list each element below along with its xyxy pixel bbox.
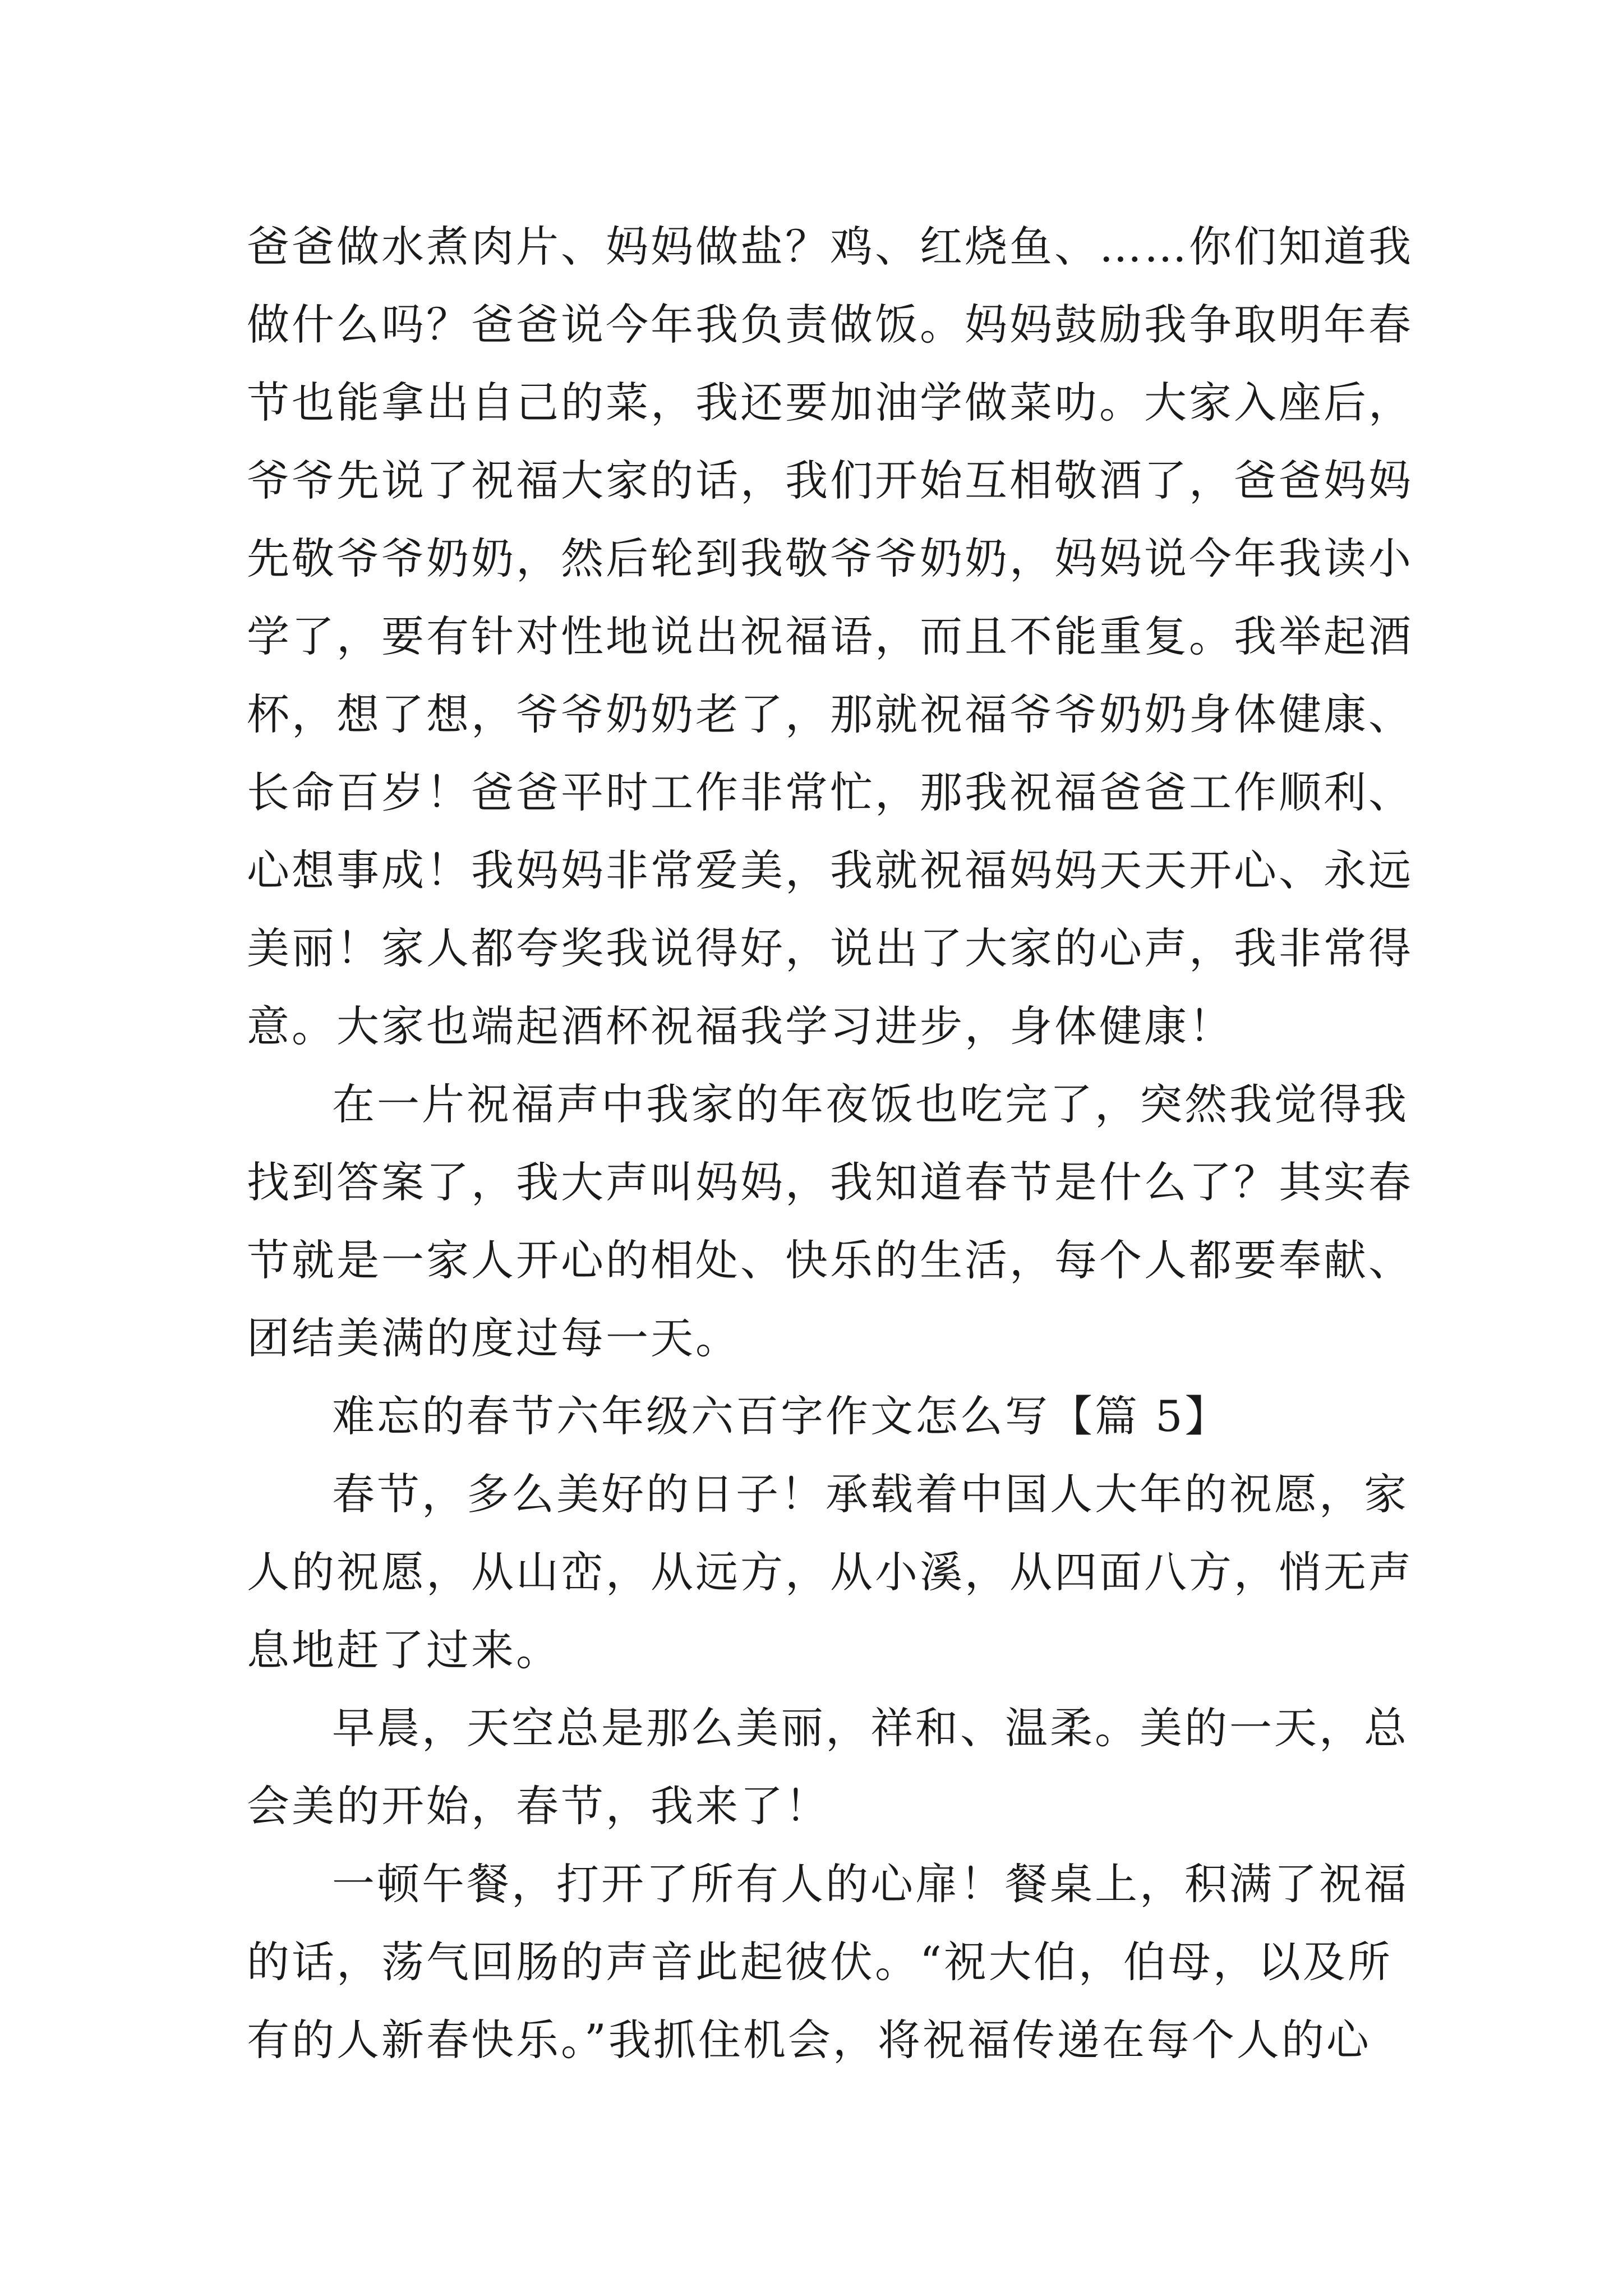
text-line: 一顿午餐，打开了所有人的心扉！餐桌上，积满了祝福 bbox=[332, 1859, 1409, 1909]
text-line: 先敬爷爷奶奶，然后轮到我敬爷爷奶奶，妈妈说今年我读小 bbox=[247, 533, 1413, 583]
text-line: 节也能拿出自己的菜，我还要加油学做菜叻。大家入座后， bbox=[247, 378, 1413, 427]
text-line: 心想事成！我妈妈非常爱美，我就祝福妈妈天天开心、永远 bbox=[247, 845, 1413, 895]
text-line: 找到答案了，我大声叫妈妈，我知道春节是什么了？其实春 bbox=[247, 1157, 1413, 1207]
text-line: 春节，多么美好的日子！承载着中国人大年的祝愿，家 bbox=[332, 1469, 1409, 1519]
text-line: 难忘的春节六年级六百字作文怎么写【篇 5】 bbox=[332, 1391, 1230, 1441]
text-line: 早晨，天空总是那么美丽，祥和、温柔。美的一天，总 bbox=[332, 1703, 1409, 1753]
text-line: 意。大家也端起酒杯祝福我学习进步，身体健康！ bbox=[247, 1001, 1234, 1051]
text-line: 爸爸做水煮肉片、妈妈做盐？鸡、红烧鱼、……你们知道我 bbox=[247, 222, 1413, 272]
text-line: 杯，想了想，爷爷奶奶老了，那就祝福爷爷奶奶身体健康、 bbox=[247, 689, 1413, 739]
text-line: 会美的开始，春节，我来了！ bbox=[247, 1781, 830, 1831]
document-body bbox=[247, 208, 1413, 2079]
text-line: 有的人新春快乐。”我抓住机会，将祝福传递在每个人的心 bbox=[247, 2015, 1371, 2065]
text-line: 长命百岁！爸爸平时工作非常忙，那我祝福爸爸工作顺利、 bbox=[247, 767, 1413, 817]
text-line: 团结美满的度过每一天。 bbox=[247, 1313, 740, 1363]
text-line: 做什么吗？爸爸说今年我负责做饭。妈妈鼓励我争取明年春 bbox=[247, 300, 1413, 349]
text-line: 学了，要有针对性地说出祝福语，而且不能重复。我举起酒 bbox=[247, 611, 1413, 661]
text-line: 息地赶了过来。 bbox=[247, 1625, 561, 1675]
text-line: 节就是一家人开心的相处、快乐的生活，每个人都要奉献、 bbox=[247, 1235, 1413, 1285]
text-line: 在一片祝福声中我家的年夜饭也吃完了，突然我觉得我 bbox=[332, 1079, 1409, 1129]
text-line: 爷爷先说了祝福大家的话，我们开始互相敬酒了，爸爸妈妈 bbox=[247, 455, 1413, 505]
text-line: 美丽！家人都夸奖我说得好，说出了大家的心声，我非常得 bbox=[247, 923, 1413, 973]
text-line: 人的祝愿，从山峦，从远方，从小溪，从四面八方，悄无声 bbox=[247, 1547, 1413, 1597]
text-line: 的话，荡气回肠的声音此起彼伏。“祝大伯，伯母，以及所 bbox=[247, 1937, 1393, 1987]
